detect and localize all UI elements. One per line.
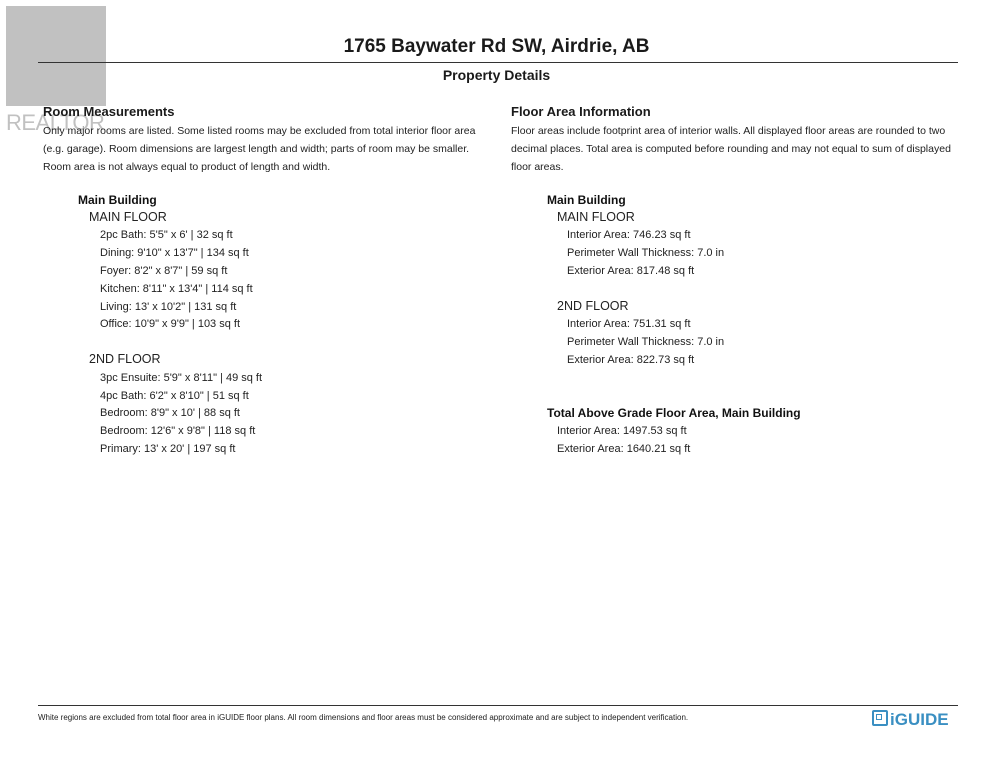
area-item: Perimeter Wall Thickness: 7.0 in xyxy=(567,247,725,259)
area-item: Interior Area: 746.23 sq ft xyxy=(567,229,691,241)
area-item: Interior Area: 751.31 sq ft xyxy=(567,318,691,330)
room-measurements-note xyxy=(43,122,475,176)
right-main-floor-label: MAIN FLOOR xyxy=(557,210,635,224)
right-second-floor-label: 2ND FLOOR xyxy=(557,299,629,313)
title-divider xyxy=(38,62,958,63)
room-item: Office: 10'9" x 9'9" | 103 sq ft xyxy=(100,318,241,330)
room-item: Kitchen: 8'11" x 13'4" | 114 sq ft xyxy=(100,283,253,295)
room-item: Primary: 13' x 20' | 197 sq ft xyxy=(100,443,236,455)
area-item: Exterior Area: 817.48 sq ft xyxy=(567,265,695,277)
note-line: (e.g. garage). Room dimensions are largest length and width; parts of room may be smaller. xyxy=(43,143,470,155)
note-line: Floor areas include footprint area of interior walls. All displayed floor areas are rounded to two xyxy=(511,125,946,137)
left-main-floor-label: MAIN FLOOR xyxy=(89,210,167,224)
total-area-item: Interior Area: 1497.53 sq ft xyxy=(557,425,687,437)
footer-divider xyxy=(38,705,958,706)
left-building-heading: Main Building xyxy=(78,193,157,207)
page-subtitle: Property Details xyxy=(442,67,551,83)
floor-area-heading: Floor Area Information xyxy=(511,104,651,119)
room-item: Living: 13' x 10'2" | 131 sq ft xyxy=(100,301,237,313)
iguide-icon xyxy=(872,710,888,726)
total-area-heading: Total Above Grade Floor Area, Main Building xyxy=(547,406,801,420)
right-building-heading: Main Building xyxy=(547,193,626,207)
note-line: Only major rooms are listed. Some listed rooms may be excluded from total interior floor area xyxy=(43,125,476,137)
footer-disclaimer: White regions are excluded from total floor area in iGUIDE floor plans. All room dimensions and floor areas must be considered approximate and are subject to independent verification. xyxy=(38,713,689,722)
page-title: 1765 Baywater Rd SW, Airdrie, AB xyxy=(343,36,650,57)
floor-area-note xyxy=(511,122,951,176)
iguide-logo xyxy=(872,710,949,730)
watermark-text: REALTOR xyxy=(6,110,105,135)
room-item: 4pc Bath: 6'2" x 8'10" | 51 sq ft xyxy=(100,390,249,402)
room-item: Bedroom: 12'6" x 9'8" | 118 sq ft xyxy=(100,425,256,437)
room-item: 3pc Ensuite: 5'9" x 8'11" | 49 sq ft xyxy=(100,372,263,384)
note-line: Room area is not always equal to product of length and width. xyxy=(43,161,331,173)
room-item: Foyer: 8'2" x 8'7" | 59 sq ft xyxy=(100,265,228,277)
brand-text: iGUIDE xyxy=(890,710,949,729)
note-line: floor areas. xyxy=(511,161,564,173)
area-item: Perimeter Wall Thickness: 7.0 in xyxy=(567,336,725,348)
room-measurements-heading: Room Measurements xyxy=(43,104,175,119)
room-item: Bedroom: 8'9" x 10' | 88 sq ft xyxy=(100,407,240,419)
room-item: 2pc Bath: 5'5" x 6' | 32 sq ft xyxy=(100,229,233,241)
total-area-item: Exterior Area: 1640.21 sq ft xyxy=(557,443,691,455)
area-item: Exterior Area: 822.73 sq ft xyxy=(567,354,695,366)
left-second-floor-label: 2ND FLOOR xyxy=(89,352,161,366)
note-line: decimal places. Total area is computed before rounding and may not equal to sum of displayed xyxy=(511,143,951,155)
room-item: Dining: 9'10" x 13'7" | 134 sq ft xyxy=(100,247,249,259)
